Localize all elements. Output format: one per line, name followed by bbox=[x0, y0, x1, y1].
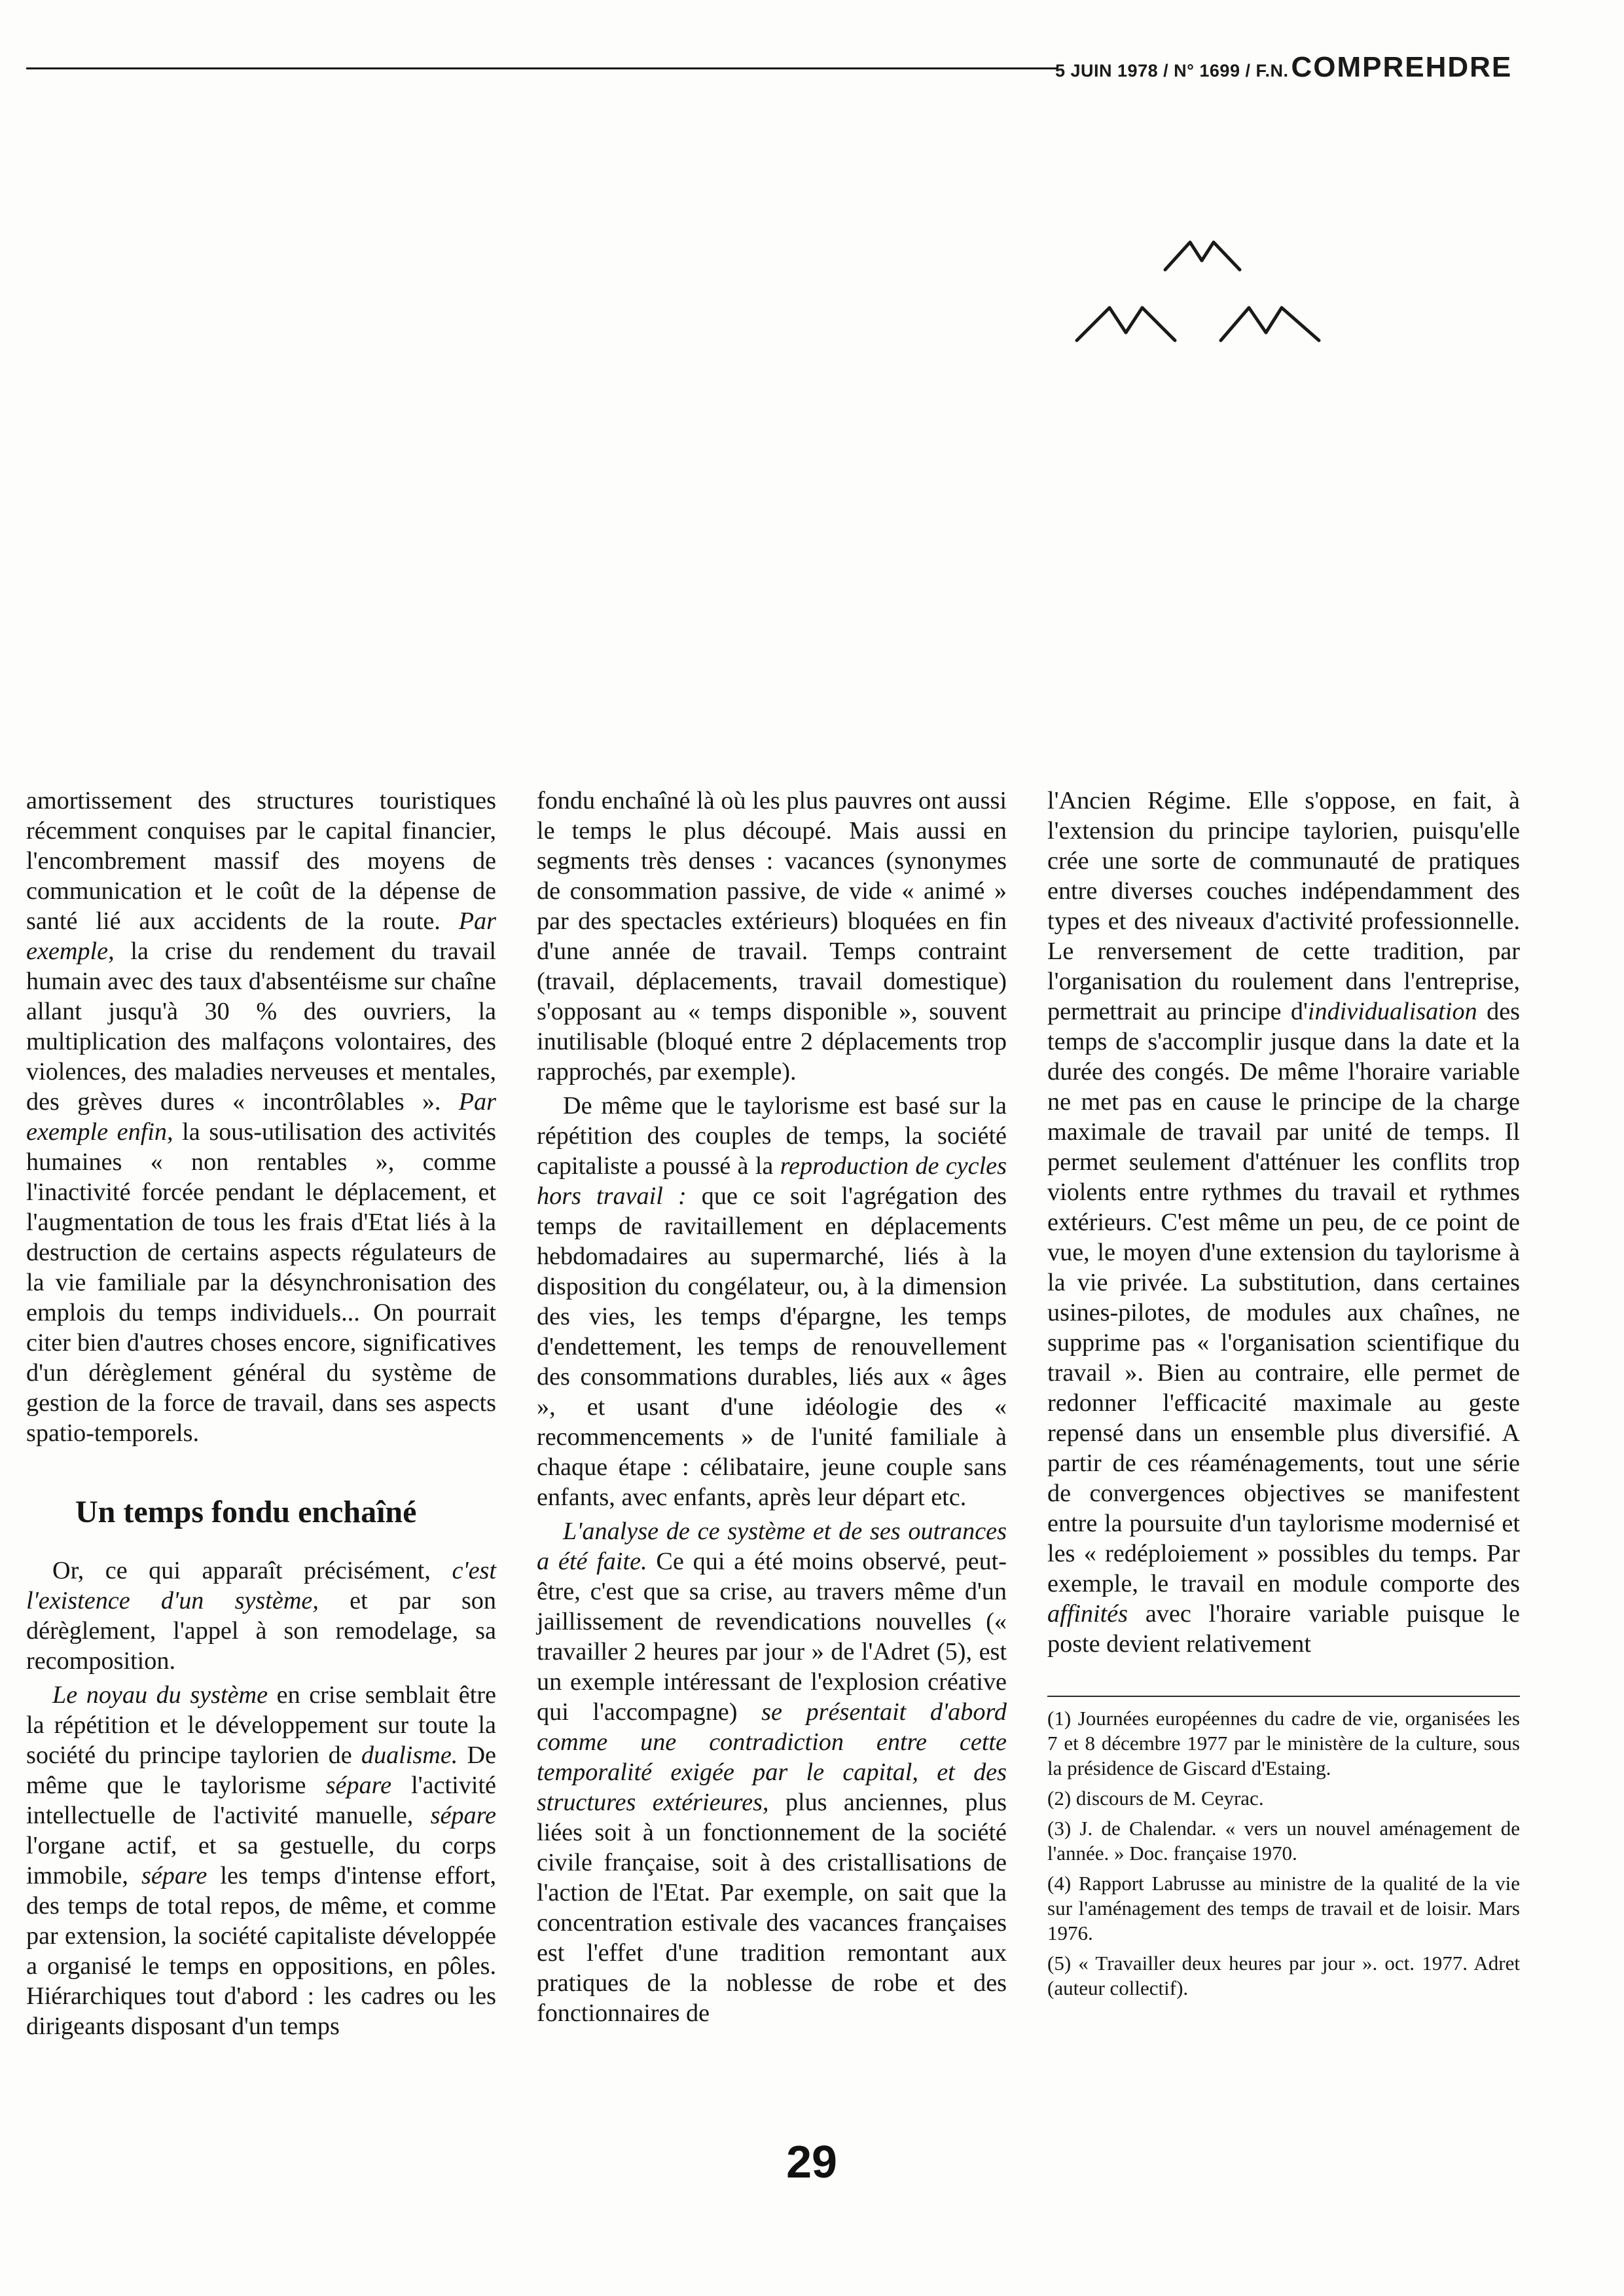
header-rule bbox=[26, 67, 1057, 69]
paragraph: Or, ce qui apparaît précisément, c'est l'existence d'un système, et par son dérèglement, l'appel à son remodelage, sa recomposition. bbox=[26, 1557, 497, 1675]
header-section-title: COMPREHDRE bbox=[1291, 51, 1513, 83]
paragraph: fondu enchaîné là où les plus pauvres ont aussi le temps le plus découpé. Mais aussi en segments très denses : vacances (synonymes de consommation passive, de vide « animé » par des spectacles extérieurs) bloquées en fin d'une année de travail. Temps contraint (travail, déplacements, travail domestique) s'opposant au « temps disponible », souvent inutilisable (bloqué entre 2 déplacements trop rapprochés, par exemple). bbox=[537, 787, 1007, 1085]
paragraph: Le noyau du système en crise semblait être la répétition et le développement sur toute la société du principe taylorien de dualisme. De même que le taylorisme sépare l'activité intellectuelle de l'activité manuelle, sépare l'organe actif, et sa gestuelle, du corps immobile, sépare les temps d'intense effort, des temps de total repos, de même, et comme par extension, la société capitaliste développée a organisé le temps en oppositions, en pôles. Hiérarchiques tout d'abord : les cadres ou les dirigeants disposant d'un temps bbox=[26, 1681, 497, 2040]
paragraph: L'analyse de ce système et de ses outrances a été faite. Ce qui a été moins observé, peut-être, c'est que sa crise, au travers même d'un jaillissement de revendications nouvelles (« travailler 2 heures par jour » de l'Adret (5), est un exemple intéressant de l'explosion créative qui l'accompagne) se présentait d'abord comme une contradiction entre cette temporalité exigée par le capital, et des structures extérieures, plus anciennes, plus liées soit à un fonctionnement de la société civile française, soit à des cristallisations de l'action de l'Etat. Par exemple, on sait que la concentration estivale des vacances françaises est l'effet d'une tradition remontant aux pratiques de la noblesse de robe et des fonctionnaires de bbox=[537, 1518, 1007, 2027]
paragraph: l'Ancien Régime. Elle s'oppose, en fait, à l'extension du principe taylorien, puisqu'elle crée une sorte de communauté de pratiques entre diverses couches indépendamment des types et des niveaux d'activité professionnelle. Le renversement de cette tradition, par l'organisation du roulement dans l'entreprise, permettrait au principe d'individualisation des temps de s'accomplir jusque dans la date et la durée des congés. De même l'horaire variable ne met pas en cause le principe de la charge maximale de travail par unité de temps. Il permet seulement d'atténuer les conflits trop violents entre rythmes du travail et rythmes extérieurs. C'est même un peu, de ce point de vue, le moyen d'une extension du taylorisme à la vie privée. La substitution, dans certaines usines-pilotes, de modules aux chaînes, ne supprime pas « l'organisation scientifique du travail ». Bien au contraire, elle permet de redonner l'efficacité maximale au geste repensé dans un ensemble plus diversifié. A partir de ces réaménagements, tout une série de convergences objectives se manifestent entre la poursuite d'un taylorisme modernisé et les « redéploiement » possibles du temps. Par exemple, le travail en module comporte des affinités avec l'horaire variable puisque le poste devient relativement bbox=[1047, 787, 1521, 1658]
section-heading: Un temps fondu enchaîné bbox=[75, 1495, 417, 1529]
running-header bbox=[1055, 51, 1512, 84]
mountain-logo-icon bbox=[1074, 236, 1348, 350]
text-column-2 bbox=[537, 786, 1007, 2032]
footnote: (3) J. de Chalendar. « vers un nouvel aménagement de l'année. » Doc. française 1970. bbox=[1047, 1817, 1520, 1865]
paragraph: amortissement des structures touristiques récemment conquises par le capital financier, l'encombrement massif des moyens de communication et le coût de la dépense de santé lié aux accidents de la route. Par exemple, la crise du rendement du travail humain avec des taux d'absentéisme sur chaîne allant jusqu'à 30 % des ouvriers, la multiplication des malfaçons volontaires, des violences, des maladies nerveuses et mentales, des grèves dures « incontrôlables ». Par exemple enfin, la sous-utilisation des activités humaines « non rentables », comme l'inactivité forcée pendant le déplacement, et l'augmentation de tous les frais d'Etat liés à la destruction de certains aspects régulateurs de la vie familiale par la désynchronisation des emplois du temps individuels... On pourrait citer bien d'autres choses encore, significatives d'un dérèglement général du système de gestion de la force de travail, dans ses aspects spatio-temporels. bbox=[26, 787, 497, 1447]
text-column-1 bbox=[26, 786, 496, 2045]
footnote: (5) « Travailler deux heures par jour ». oct. 1977. Adret (auteur collectif). bbox=[1047, 1952, 1520, 1999]
footnote-divider bbox=[1047, 1696, 1520, 1697]
footnote: (4) Rapport Labrusse au ministre de la qualité de la vie sur l'aménagement des temps de travail et de loisir. Mars 1976. bbox=[1047, 1872, 1520, 1944]
text-column-3 bbox=[1047, 786, 1520, 2006]
page-number: 29 bbox=[786, 2136, 837, 2187]
footnote: (1) Journées européennes du cadre de vie, organisées les 7 et 8 décembre 1977 par le ministère de la culture, sous la présidence de Giscard d'Estaing. bbox=[1047, 1707, 1520, 1779]
footnotes bbox=[1047, 1706, 1520, 2001]
header-date-issue: 5 JUIN 1978 / N° 1699 / F.N. bbox=[1055, 61, 1289, 81]
paragraph: De même que le taylorisme est basé sur la répétition des couples de temps, la société capitaliste a poussé à la reproduction de cycles hors travail : que ce soit l'agrégation des temps de ravitaillement en déplacements hebdomadaires au supermarché, liés à la disposition du congélateur, ou, à la dimension des vies, les temps d'épargne, les temps d'endettement, les temps de renouvellement des consommations durables, liés aux « âges », et usant d'une idéologie des « recommencements » de l'unité familiale à chaque étape : célibataire, jeune couple sans enfants, avec enfants, après leur départ etc. bbox=[537, 1092, 1007, 1511]
footnote: (2) discours de M. Ceyrac. bbox=[1047, 1787, 1264, 1810]
